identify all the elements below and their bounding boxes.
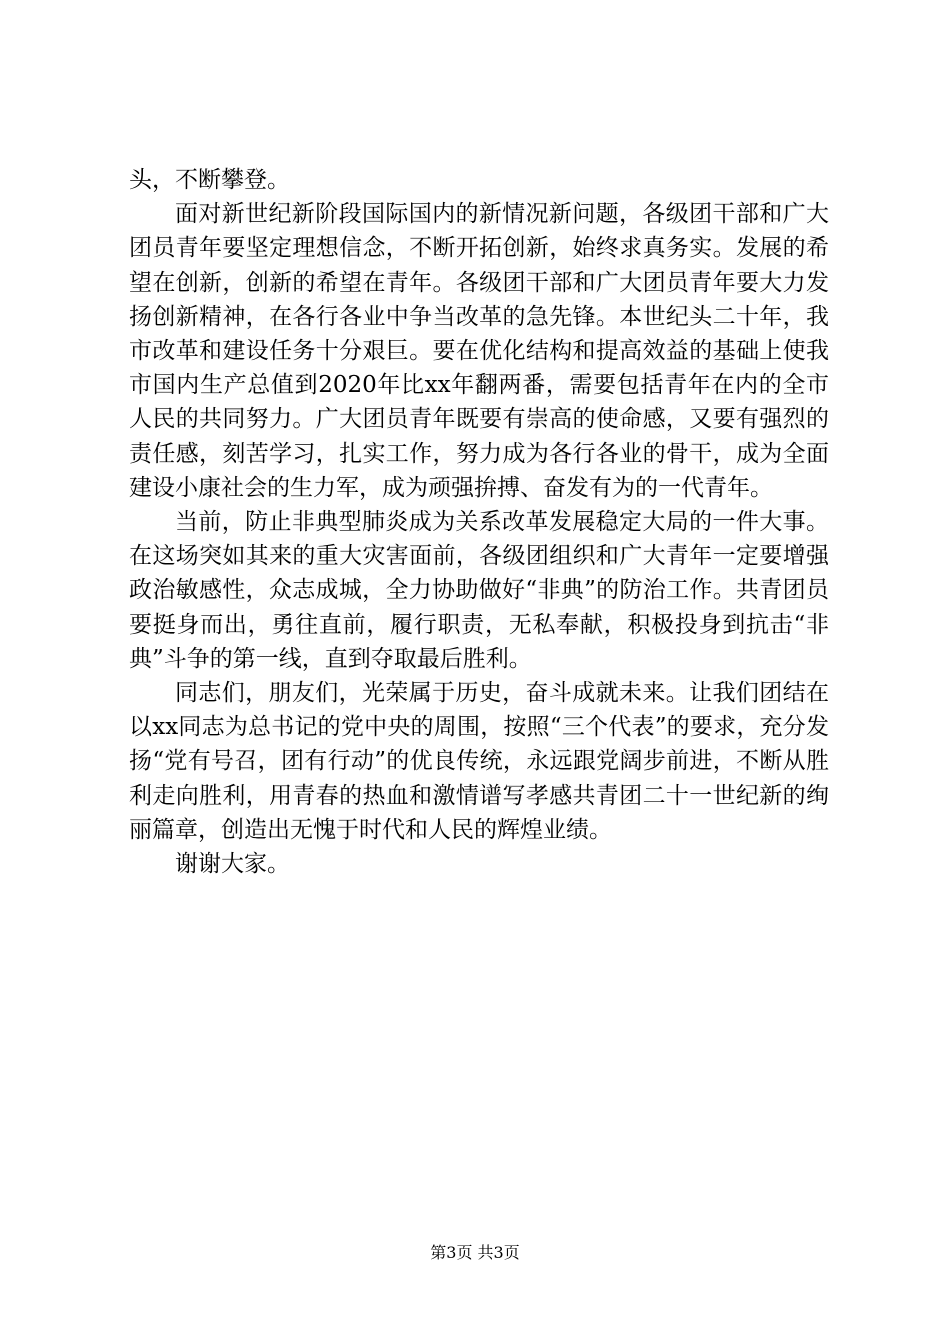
page-footer: 第3页 共3页 <box>430 1243 520 1262</box>
document-body <box>129 163 829 881</box>
paragraph-sars: 当前，防止非典型肺炎成为关系改革发展稳定大局的一件大事。在这场突如其来的重大灾害面前，各级团组织和广大青年一定要增强政治敏感性，众志成城，全力协助做好“非典”的防治工作。共青团员要挺身而出，勇往直前，履行职责，无私奉献，积极投身到抗击“非典”斗争的第一线，直到夺取最后胜利。 <box>129 509 829 672</box>
paragraph-continuation: 头，不断攀登。 <box>129 167 290 193</box>
paragraph-thanks: 谢谢大家。 <box>175 851 290 878</box>
paragraph-closing: 同志们，朋友们，光荣属于历史，奋斗成就未来。让我们团结在以xx同志为总书记的党中央的周围，按照“三个代表”的要求，充分发扬“党有号召，团有行动”的优良传统，永远跟党阔步前进，不断从胜利走向胜利，用青春的热血和激情谱写孝感共青团二十一世纪新的绚丽篇章，创造出无愧于时代和人民的辉煌业绩。 <box>129 680 829 843</box>
paragraph-innovation: 面对新世纪新阶段国际国内的新情况新问题，各级团干部和广大团员青年要坚定理想信念，不断开拓创新，始终求真务实。发展的希望在创新，创新的希望在青年。各级团干部和广大团员青年要大力发扬创新精神，在各行各业中争当改革的急先锋。本世纪头二十年，我市改革和建设任务十分艰巨。要在优化结构和提高效益的基础上使我市国内生产总值到2020年比xx年翻两番，需要包括青年在内的全市人民的共同努力。广大团员青年既要有崇高的使命感，又要有强烈的责任感，刻苦学习，扎实工作，努力成为各行各业的骨干，成为全面建设小康社会的生力军，成为顽强拚搏、奋发有为的一代青年。 <box>129 201 829 501</box>
